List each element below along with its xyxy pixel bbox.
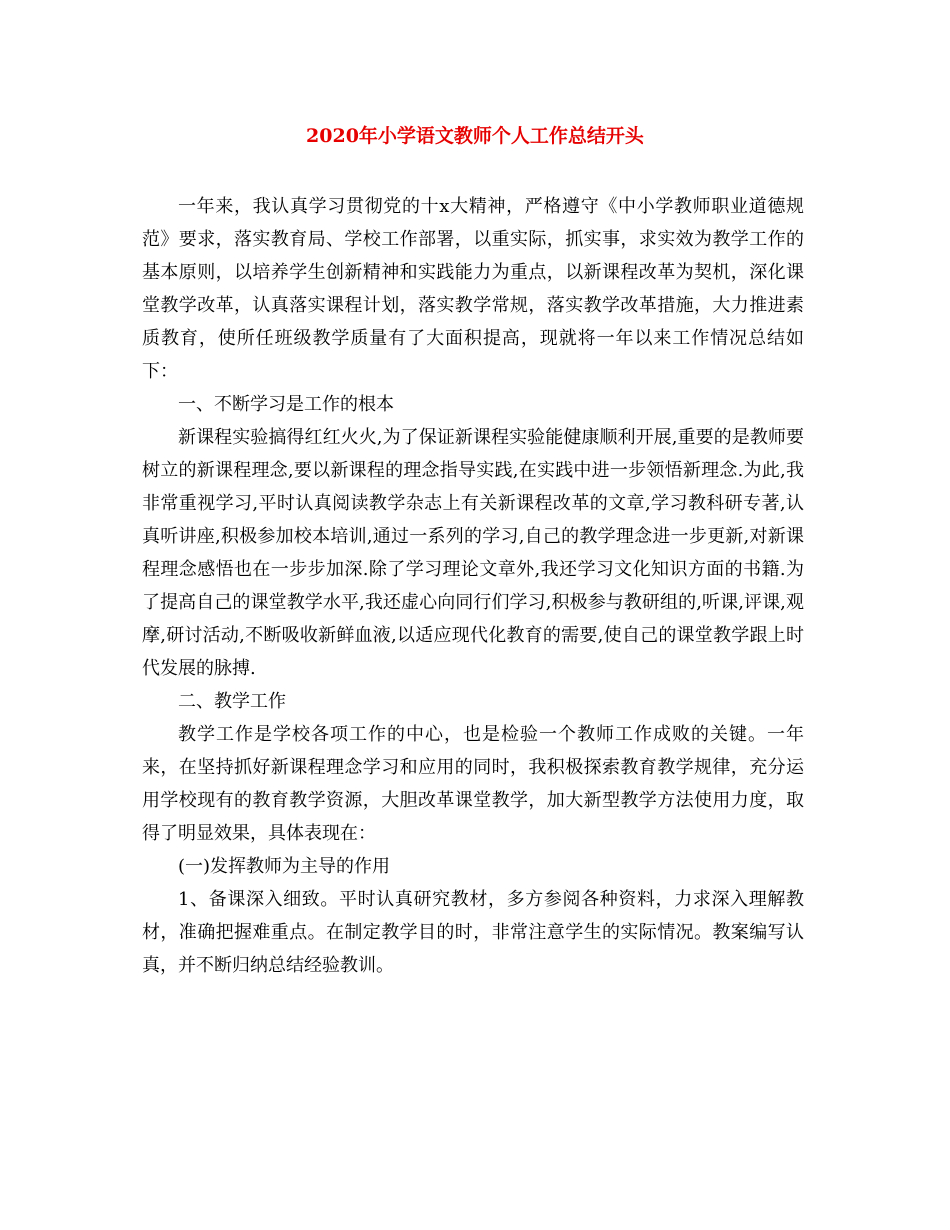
- subsection-heading-1: (一)发挥教师为主导的作用: [178, 856, 391, 877]
- document-title: 2020年小学语文教师个人工作总结开头: [306, 125, 644, 147]
- paragraph-lesson-prep: 1、备课深入细致。平时认真研究教材，多方参阅各种资料，力求深入理解教材，准确把握难重点。在制定教学目的时，非常注意学生的实际情况。教案编写认真，并不断归纳总结经验教训。: [142, 889, 804, 976]
- document-body: [142, 190, 804, 982]
- paragraph-intro: 一年来，我认真学习贯彻党的十x大精神，严格遵守《中小学教师职业道德规范》要求，落实教育局、学校工作部署，以重实际，抓实事，求实效为教学工作的基本原则，以培养学生创新精神和实践能力为重点，以新课程改革为契机，深化课堂教学改革，认真落实课程计划，落实教学常规，落实教学改革措施，大力推进素质教育，使所任班级教学质量有了大面积提高，现就将一年以来工作情况总结如下：: [142, 196, 804, 382]
- section-heading-2: 二、教学工作: [178, 691, 286, 712]
- paragraph-teaching: 教学工作是学校各项工作的中心，也是检验一个教师工作成败的关键。一年来，在坚持抓好新课程理念学习和应用的同时，我积极探索教育教学规律，充分运用学校现有的教育教学资源，大胆改革课堂教学，加大新型教学方法使用力度，取得了明显效果，具体表现在：: [142, 724, 804, 844]
- paragraph-learning: 新课程实验搞得红红火火,为了保证新课程实验能健康顺利开展,重要的是教师要树立的新课程理念,要以新课程的理念指导实践,在实践中进一步领悟新理念.为此,我非常重视学习,平时认真阅读教学杂志上有关新课程改革的文章,学习教科研专著,认真听讲座,积极参加校本培训,通过一系列的学习,自己的教学理念进一步更新,对新课程理念感悟也在一步步加深.除了学习理论文章外,我还学习文化知识方面的书籍.为了提高自己的课堂教学水平,我还虚心向同行们学习,积极参与教研组的,听课,评课,观摩,研讨活动,不断吸收新鲜血液,以适应现代化教育的需要,使自己的课堂教学跟上时代发展的脉搏.: [142, 427, 804, 679]
- section-heading-1: 一、不断学习是工作的根本: [178, 394, 394, 415]
